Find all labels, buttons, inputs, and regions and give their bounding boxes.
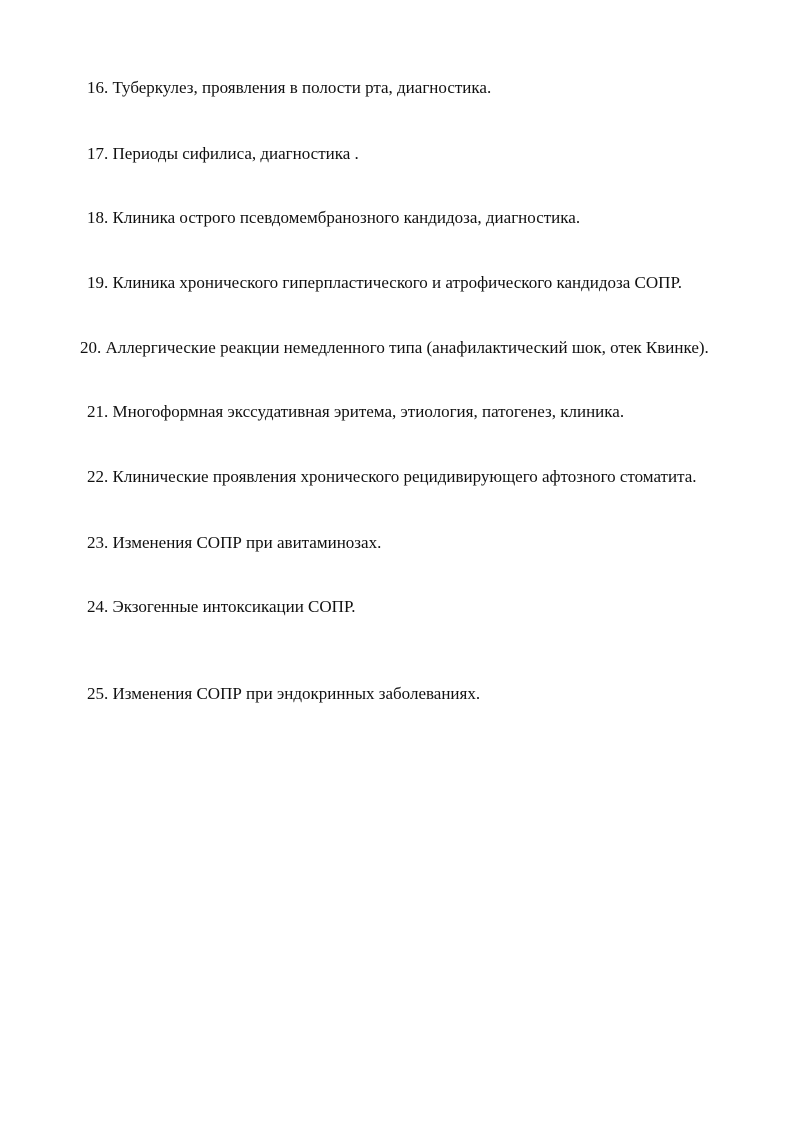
question-item-25: 25. Изменения СОПР при эндокринных заболеваниях. [87, 684, 481, 703]
question-item-18: 18. Клиника острого псевдомембранозного кандидоза, диагностика. [87, 208, 581, 227]
question-item-16: 16. Туберкулез, проявления в полости рта, диагностика. [87, 78, 492, 97]
question-item-20: 20. Аллергические реакции немедленного типа (анафилактический шок, отек Квинке). [80, 338, 709, 357]
question-item-19: 19. Клиника хронического гиперпластического и атрофического кандидоза СОПР. [87, 273, 683, 292]
question-item-22: 22. Клинические проявления хронического рецидивирующего афтозного стоматита. [87, 467, 697, 486]
question-item-17: 17. Периоды сифилиса, диагностика . [87, 144, 359, 163]
question-item-21: 21. Многоформная экссудативная эритема, этиология, патогенез, клиника. [87, 402, 625, 421]
question-item-23: 23. Изменения СОПР при авитаминозах. [87, 533, 382, 552]
question-item-24: 24. Экзогенные интоксикации СОПР. [87, 597, 356, 616]
